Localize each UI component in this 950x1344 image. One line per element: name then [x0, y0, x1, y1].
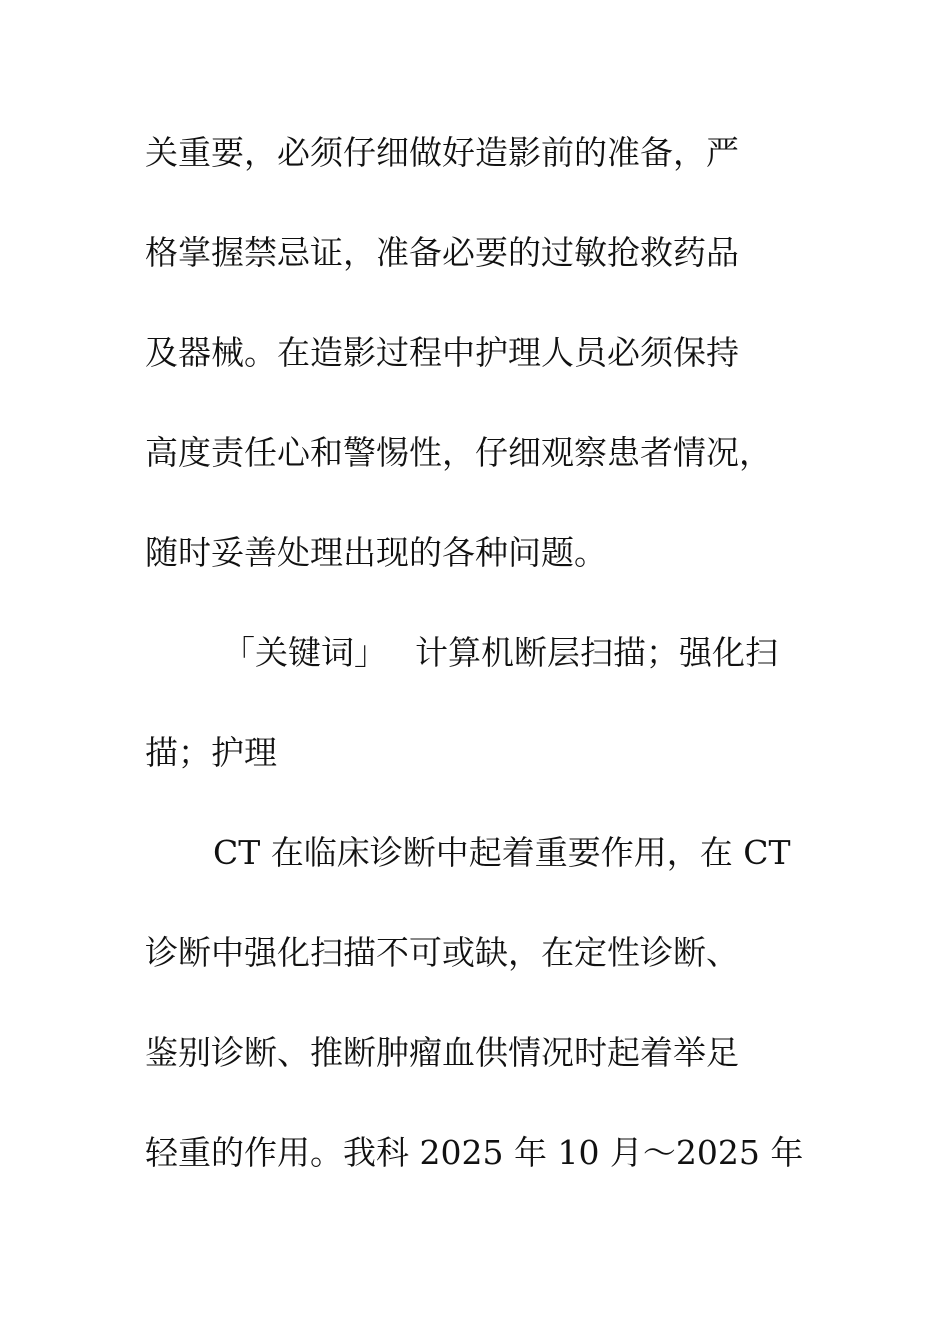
keywords-continuation: 描；护理	[145, 733, 277, 772]
paragraph-line: 及器械。在造影过程中护理人员必须保持	[145, 333, 739, 372]
paragraph-line: 鉴别诊断、推断肿瘤血供情况时起着举足	[145, 1033, 739, 1072]
paragraph-line: 高度责任心和警惕性，仔细观察患者情况，	[145, 433, 772, 472]
paragraph-line: 关重要，必须仔细做好造影前的准备，严	[145, 133, 739, 172]
keywords-label: 「关键词」	[222, 633, 387, 672]
body-paragraph-first-line: CT 在临床诊断中起着重要作用，在 CT	[213, 833, 791, 872]
keywords-text: 计算机断层扫描；强化扫	[415, 633, 778, 672]
keywords-line	[222, 628, 902, 678]
paragraph-line: 格掌握禁忌证，准备必要的过敏抢救药品	[145, 233, 739, 272]
paragraph-line: 随时妥善处理出现的各种问题。	[145, 533, 607, 572]
paragraph-line: 诊断中强化扫描不可或缺，在定性诊断、	[145, 933, 739, 972]
paragraph-line: 轻重的作用。我科 2025 年 10 月～2025 年	[145, 1133, 804, 1172]
